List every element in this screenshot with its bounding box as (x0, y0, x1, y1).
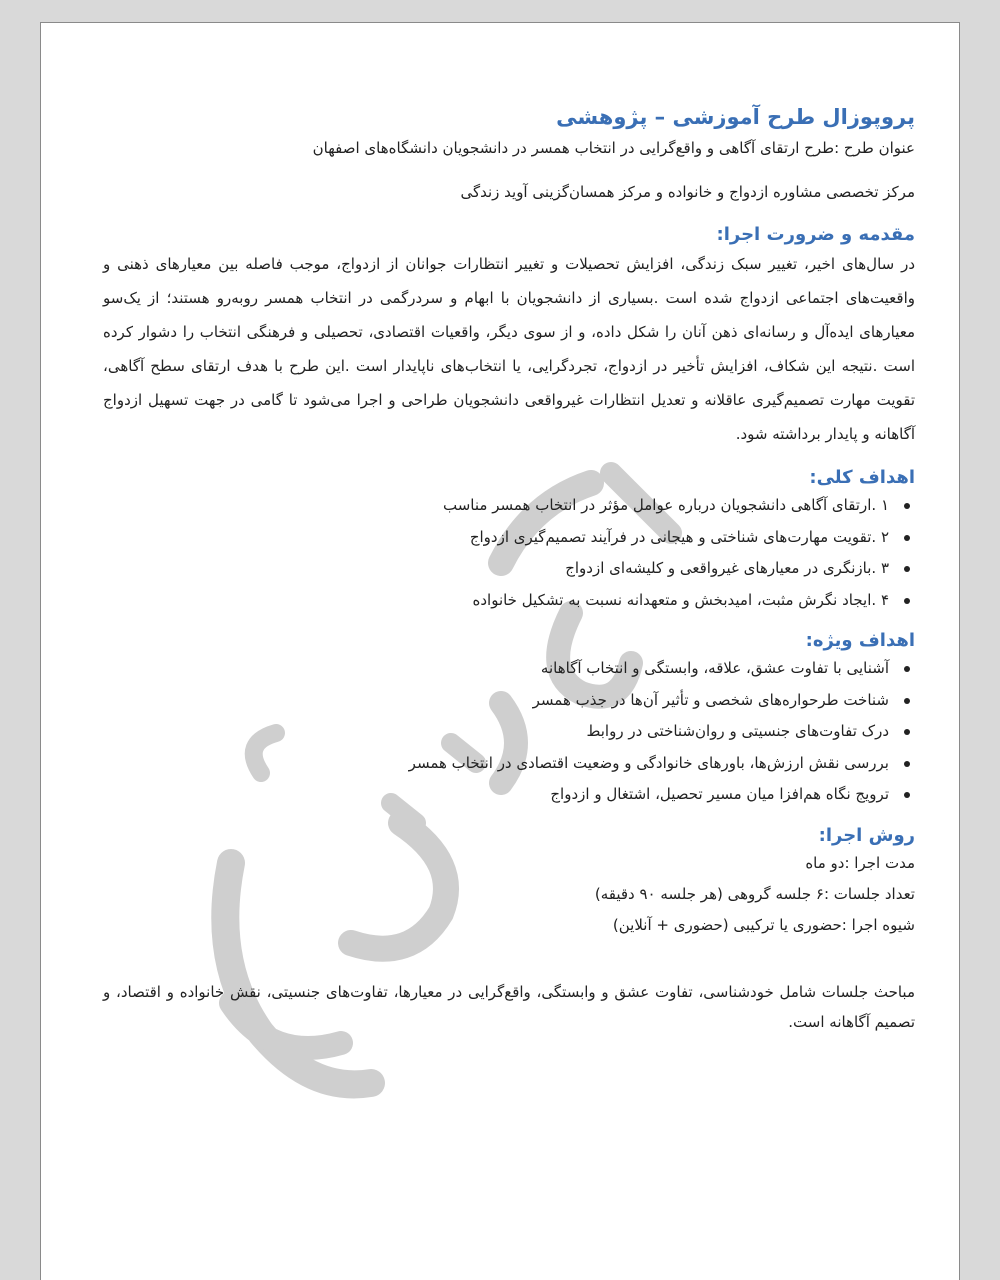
list-item: ۲ .تقویت مهارت‌های شناختی و هیجانی در فرآیند تصمیم‌گیری ازدواج (103, 522, 889, 554)
document-page (40, 22, 960, 1280)
session-topics-paragraph: مباحث جلسات شامل خودشناسی، تفاوت عشق و وابستگی، واقع‌گرایی در معیارها، تفاوت‌های جنسیتی، نقش خانواده و اقتصاد، و تصمیم آگاهانه است. (103, 982, 915, 1031)
specific-goals-list (103, 653, 915, 811)
general-goals-list (103, 490, 915, 616)
list-item: ترویج نگاه هم‌افزا میان مسیر تحصیل، اشتغال و ازدواج (103, 779, 889, 811)
intro-heading: مقدمه و ضرورت اجرا: (716, 224, 915, 245)
document-content (103, 105, 915, 1037)
specific-goals-heading: اهداف ویژه: (805, 630, 915, 651)
method-duration: مدت اجرا :دو ماه (805, 853, 915, 872)
list-item: ۱ .ارتقای آگاهی دانشجویان درباره عوامل مؤثر در انتخاب همسر مناسب (103, 490, 889, 522)
list-item: ۴ .ایجاد نگرش مثبت، امیدبخش و متعهدانه نسبت به تشکیل خانواده (103, 585, 889, 617)
general-goals-heading: اهداف کلی: (809, 467, 915, 488)
method-sessions: تعداد جلسات :۶ جلسه گروهی (هر جلسه ۹۰ دقیقه) (594, 884, 915, 903)
list-item: آشنایی با تفاوت عشق، علاقه، وابستگی و انتخاب آگاهانه (103, 653, 889, 685)
method-format: شیوه اجرا :حضوری یا ترکیبی (حضوری + آنلاین) (612, 915, 915, 934)
method-heading: روش اجرا: (818, 824, 915, 846)
list-item: ۳ .بازنگری در معیارهای غیرواقعی و کلیشه‌ای ازدواج (103, 553, 889, 585)
document-title: پروپوزال طرح آموزشی – پژوهشی (556, 105, 915, 129)
organization-name: مرکز تخصصی مشاوره ازدواج و خانواده و مرکز همسان‌گزینی آوید زندگی (460, 183, 915, 201)
list-item: شناخت طرحواره‌های شخصی و تأثیر آن‌ها در جذب همسر (103, 685, 889, 717)
project-title: عنوان طرح :طرح ارتقای آگاهی و واقع‌گرایی در انتخاب همسر در دانشجویان دانشگاه‌های اصفهان (312, 139, 915, 157)
list-item: درک تفاوت‌های جنسیتی و روان‌شناختی در روابط (103, 716, 889, 748)
intro-paragraph: در سال‌های اخیر، تغییر سبک زندگی، افزایش تحصیلات و تغییر انتظارات جوانان از ازدواج، موجب فاصله بین معیارهای ذهنی و واقعیت‌های اجتماعی ازدواج شده است .بسیاری از دانشجویان با ابهام و سردرگمی در انتخاب همسر روبه‌رو هستند؛ از یک‌سو معیارهای ایده‌آل و رسانه‌ای ذهن آنان را شکل داده، و از سوی دیگر، واقعیات اقتصادی، تحصیلی و فرهنگی انتخاب را دشوار کرده است .نتیجه این شکاف، افزایش تأخیر در ازدواج، تجردگرایی، یا انتخاب‌های ناپایدار است .این طرح با هدف ارتقای سطح آگاهی، تقویت مهارت تصمیم‌گیری عاقلانه و تعدیل انتظارات غیرواقعی دانشجویان طراحی و اجرا می‌شود تا گامی در جهت تسهیل ازدواج آگاهانه و پایدار برداشته شود. (103, 255, 915, 443)
list-item: بررسی نقش ارزش‌ها، باورهای خانوادگی و وضعیت اقتصادی در انتخاب همسر (103, 748, 889, 780)
